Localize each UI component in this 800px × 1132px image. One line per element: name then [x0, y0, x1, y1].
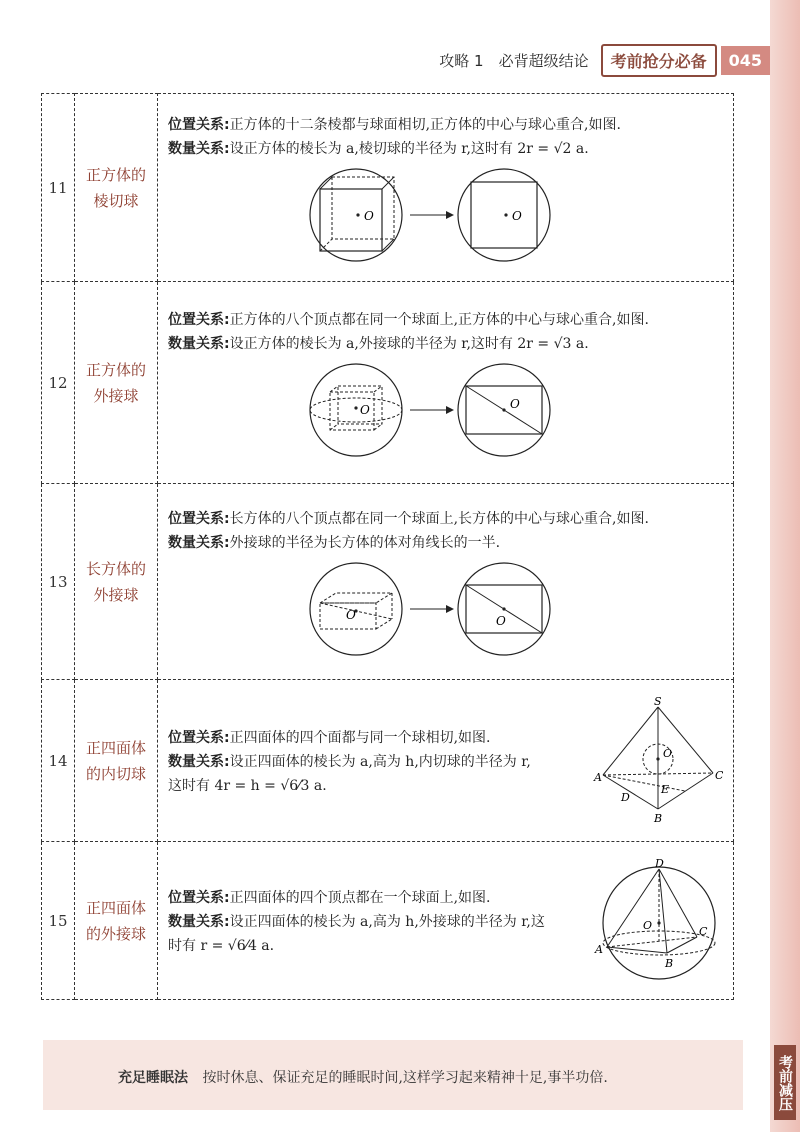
quantity-label: 数量关系: [168, 140, 230, 157]
row-name-line2: 的外接球 [85, 924, 146, 943]
position-text: 正四面体的四个顶点都在一个球面上,如图. [229, 889, 491, 906]
cube-edge-sphere-diagram [306, 165, 586, 265]
center-label: O [495, 613, 506, 628]
page-header [439, 44, 770, 76]
row-name [75, 94, 158, 282]
position-label: 位置关系: [168, 116, 230, 133]
side-tab: 考前减压 [774, 1045, 796, 1120]
vertex-label: A [595, 942, 603, 956]
vertex-label: S [654, 696, 662, 708]
tetrahedron-circumsphere-diagram [593, 857, 723, 987]
row-content [158, 484, 734, 680]
vertex-label: A [594, 770, 602, 784]
position-relation [168, 507, 723, 531]
quantity-label: 数量关系: [168, 335, 230, 352]
position-relation [168, 886, 593, 910]
tetrahedron-insphere-diagram [593, 697, 723, 827]
row-content [158, 680, 734, 842]
quantity-label: 数量关系: [168, 913, 230, 930]
center-label: O [345, 607, 356, 622]
page-number: 045 [721, 46, 770, 75]
row-content [158, 842, 734, 1000]
row-number: 12 [42, 282, 75, 484]
vertex-label: D [621, 790, 630, 804]
position-relation [168, 726, 593, 750]
quantity-text: 设正四面体的棱长为 a,高为 h,外接球的半径为 r,这 [229, 913, 545, 930]
vertex-label: B [654, 811, 663, 825]
row-number: 13 [42, 484, 75, 680]
position-label: 位置关系: [168, 729, 230, 746]
vertex-label: D [655, 856, 664, 870]
quantity-text: 设正方体的棱长为 a,棱切球的半径为 r,这时有 2r = √2 a. [229, 140, 589, 157]
figure-row [168, 165, 723, 265]
vertex-label: E [661, 782, 670, 796]
quantity-relation [168, 332, 723, 356]
content-flex [168, 857, 723, 987]
vertex-label: C [715, 768, 723, 782]
row-number: 11 [42, 94, 75, 282]
quantity-relation [168, 750, 593, 774]
conclusion-table [41, 93, 734, 1000]
position-text: 正方体的八个顶点都在同一个球面上,正方体的中心与球心重合,如图. [229, 311, 649, 328]
center-label: O [643, 918, 653, 932]
footer-tip-title: 充足睡眠法 [118, 1070, 188, 1086]
row-name-line2: 的内切球 [85, 764, 146, 783]
vertex-label: B [665, 956, 674, 970]
table-row [42, 282, 734, 484]
position-relation [168, 308, 723, 332]
header-badge: 考前抢分必备 [601, 44, 717, 77]
position-text: 长方体的八个顶点都在同一个球面上,长方体的中心与球心重合,如图. [229, 510, 649, 527]
cuboid-circumsphere-diagram [306, 559, 586, 659]
quantity-text: 外接球的半径为长方体的体对角线长的一半. [229, 534, 501, 551]
quantity-relation [168, 531, 723, 555]
quantity-text: 设正四面体的棱长为 a,高为 h,内切球的半径为 r, [229, 753, 531, 770]
footer-tip-text: 按时休息、保证充足的睡眠时间,这样学习起来精神十足,事半功倍. [202, 1070, 608, 1086]
row-name-line2: 外接球 [93, 386, 139, 405]
quantity-relation [168, 137, 723, 161]
table-row [42, 94, 734, 282]
row-name [75, 680, 158, 842]
quantity-relation [168, 910, 593, 934]
content-flex [168, 697, 723, 827]
page-edge-strip [770, 0, 800, 1132]
row-content [158, 94, 734, 282]
row-name-line2: 外接球 [93, 585, 139, 604]
table-row [42, 842, 734, 1000]
row-name-line1: 正四面体 [85, 738, 146, 757]
center-label: O [363, 208, 374, 223]
quantity-label: 数量关系: [168, 753, 230, 770]
row-name [75, 282, 158, 484]
position-label: 位置关系: [168, 311, 230, 328]
text-column [168, 726, 593, 798]
row-name [75, 484, 158, 680]
vertex-label: C [699, 924, 708, 938]
row-name-line1: 正四面体 [85, 898, 146, 917]
quantity-text: 设正方体的棱长为 a,外接球的半径为 r,这时有 2r = √3 a. [229, 335, 589, 352]
table-row [42, 680, 734, 842]
position-label: 位置关系: [168, 510, 230, 527]
row-name-line2: 棱切球 [93, 191, 139, 210]
center-label: O [511, 208, 522, 223]
section-title: 攻略 1 必背超级结论 [439, 51, 589, 70]
quantity-formula: 时有 r = √6⁄4 a. [168, 937, 275, 954]
row-content [158, 282, 734, 484]
center-label: O [663, 746, 673, 760]
row-name-line1: 长方体的 [85, 559, 146, 578]
center-label: O [359, 402, 370, 417]
center-label: O [509, 396, 520, 411]
position-label: 位置关系: [168, 889, 230, 906]
row-name [75, 842, 158, 1000]
text-column [168, 886, 593, 958]
table-row [42, 484, 734, 680]
figure-row [168, 360, 723, 460]
footer-tip [118, 1067, 608, 1087]
row-name-line1: 正方体的 [85, 165, 146, 184]
position-text: 正四面体的四个面都与同一个球相切,如图. [229, 729, 491, 746]
position-text: 正方体的十二条棱都与球面相切,正方体的中心与球心重合,如图. [229, 116, 621, 133]
row-name-line1: 正方体的 [85, 360, 146, 379]
quantity-label: 数量关系: [168, 534, 230, 551]
row-number: 14 [42, 680, 75, 842]
row-number: 15 [42, 842, 75, 1000]
position-relation [168, 113, 723, 137]
quantity-formula: 这时有 4r = h = √6⁄3 a. [168, 777, 327, 794]
cube-circumsphere-diagram [306, 360, 586, 460]
figure-row [168, 559, 723, 659]
